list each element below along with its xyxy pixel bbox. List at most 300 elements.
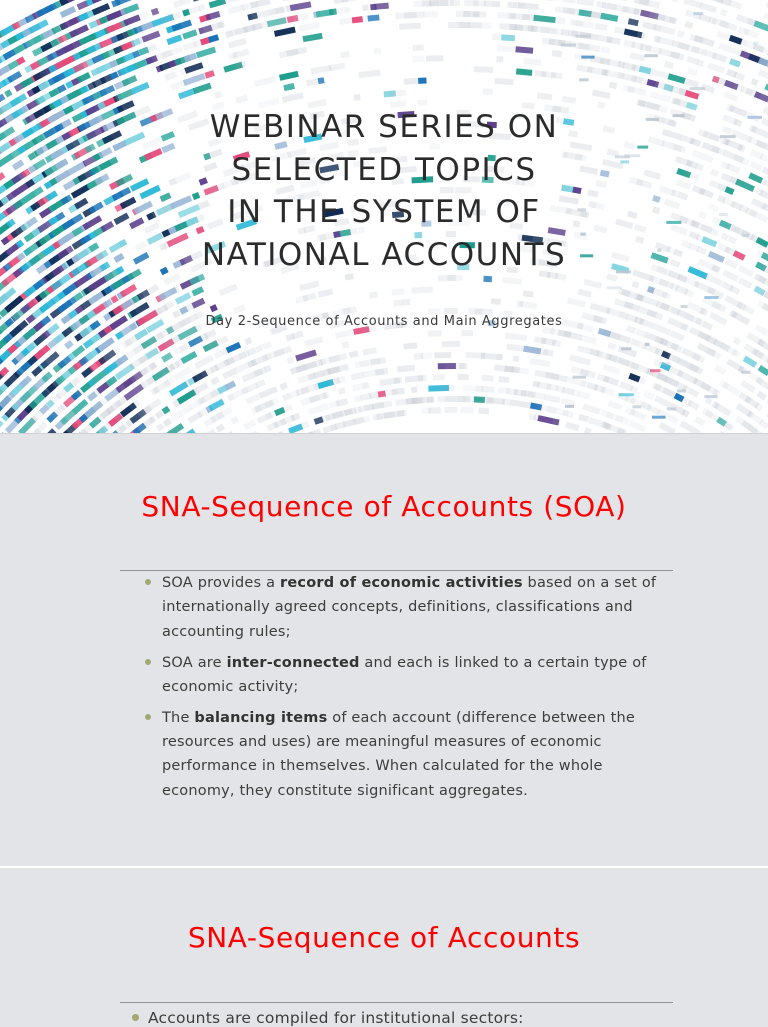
- art-segment: [685, 10, 693, 18]
- art-segment: [576, 65, 586, 72]
- art-segment: [332, 7, 351, 15]
- art-segment: [749, 161, 763, 171]
- art-segment: [751, 126, 768, 139]
- art-segment: [314, 416, 324, 424]
- art-segment: [122, 75, 138, 86]
- art-segment: [392, 288, 405, 295]
- art-segment: [725, 259, 738, 270]
- art-segment: [358, 70, 380, 78]
- art-segment: [134, 329, 148, 341]
- art-segment: [684, 21, 693, 29]
- art-segment: [171, 20, 192, 32]
- art-segment: [710, 169, 719, 177]
- art-segment: [576, 0, 594, 6]
- art-segment: [694, 35, 715, 47]
- art-segment: [762, 167, 768, 180]
- art-segment: [721, 0, 742, 10]
- art-segment: [711, 301, 727, 313]
- art-segment: [279, 382, 288, 390]
- art-segment: [0, 94, 5, 102]
- art-segment: [583, 279, 602, 289]
- art-segment: [293, 13, 308, 22]
- art-segment: [758, 69, 768, 80]
- art-segment: [756, 391, 767, 401]
- art-segment: [391, 388, 405, 396]
- art-segment: [74, 198, 88, 210]
- art-segment: [670, 51, 685, 61]
- art-segment: [66, 0, 83, 3]
- art-segment: [553, 373, 567, 382]
- art-segment: [720, 232, 729, 240]
- art-segment: [232, 49, 249, 59]
- art-segment: [707, 62, 725, 73]
- art-segment: [219, 284, 238, 297]
- art-segment: [719, 20, 738, 31]
- art-segment: [480, 386, 494, 393]
- art-segment: [245, 393, 262, 405]
- art-segment: [669, 330, 684, 341]
- art-segment: [362, 382, 370, 389]
- art-segment: [556, 17, 565, 24]
- art-segment: [77, 72, 91, 83]
- art-segment: [340, 51, 350, 58]
- art-segment: [412, 286, 434, 293]
- art-segment: [669, 17, 678, 25]
- art-segment: [402, 299, 411, 306]
- art-segment: [222, 0, 245, 4]
- art-segment: [562, 409, 574, 417]
- art-segment: [251, 10, 270, 20]
- art-segment: [683, 170, 699, 181]
- art-segment: [216, 407, 233, 420]
- art-segment: [193, 83, 212, 94]
- art-segment: [308, 403, 329, 415]
- art-segment: [678, 192, 688, 201]
- art-segment: [161, 406, 170, 415]
- art-segment: [404, 12, 425, 19]
- art-segment: [94, 173, 109, 185]
- art-segment: [552, 339, 562, 347]
- art-segment: [299, 280, 320, 291]
- art-segment: [459, 363, 467, 369]
- art-segment: [57, 245, 74, 259]
- art-segment: [367, 14, 379, 21]
- art-segment: [160, 11, 182, 24]
- art-segment: [283, 83, 295, 91]
- art-segment: [609, 82, 617, 89]
- art-segment: [290, 1, 312, 11]
- art-segment: [369, 392, 379, 400]
- heading-divider: [120, 1002, 673, 1003]
- art-segment: [474, 66, 494, 73]
- art-segment: [254, 76, 277, 87]
- art-segment: [180, 351, 197, 364]
- art-segment: [204, 70, 214, 78]
- art-segment: [708, 203, 719, 212]
- art-segment: [607, 400, 622, 410]
- art-segment: [175, 292, 192, 304]
- art-segment: [418, 375, 427, 382]
- art-segment: [0, 172, 6, 185]
- art-segment: [353, 416, 371, 425]
- art-segment: [210, 376, 220, 385]
- art-segment: [423, 11, 438, 17]
- art-segment: [502, 277, 522, 285]
- art-segment: [59, 0, 75, 6]
- art-segment: [552, 418, 561, 426]
- art-segment: [699, 188, 714, 199]
- art-dash: [690, 87, 705, 90]
- art-segment: [650, 91, 672, 102]
- art-segment: [428, 330, 442, 337]
- art-segment: [262, 341, 273, 350]
- art-segment: [55, 158, 69, 169]
- art-segment: [338, 387, 346, 394]
- art-segment: [600, 13, 618, 22]
- art-segment: [562, 0, 576, 4]
- art-dash: [742, 234, 749, 237]
- art-segment: [184, 62, 203, 74]
- art-segment: [196, 47, 216, 59]
- bullet-item: Accounts are compiled for institutional sectors:: [131, 1006, 671, 1027]
- art-segment: [650, 252, 668, 263]
- art-segment: [501, 34, 515, 41]
- art-segment: [178, 88, 196, 99]
- art-segment: [603, 375, 619, 386]
- art-segment: [630, 338, 641, 347]
- art-segment: [100, 221, 114, 232]
- art-segment: [527, 391, 546, 400]
- accounts-slide: [0, 866, 768, 1027]
- art-segment: [639, 66, 652, 75]
- art-dash: [667, 407, 676, 410]
- art-segment: [592, 90, 611, 99]
- art-segment: [203, 329, 216, 339]
- art-segment: [184, 53, 198, 63]
- art-segment: [654, 396, 674, 410]
- art-segment: [491, 298, 501, 305]
- art-segment: [183, 73, 206, 86]
- art-segment: [515, 46, 533, 54]
- art-segment: [600, 46, 610, 54]
- art-segment: [511, 366, 529, 374]
- art-segment: [92, 3, 110, 15]
- art-segment: [354, 94, 361, 101]
- art-segment: [374, 47, 382, 54]
- art-segment: [166, 35, 182, 46]
- art-dash: [565, 405, 574, 408]
- art-segment: [115, 0, 132, 6]
- art-segment: [411, 387, 418, 394]
- art-segment: [687, 68, 698, 77]
- art-segment: [758, 365, 768, 376]
- art-segment: [131, 82, 150, 94]
- art-segment: [701, 224, 719, 236]
- art-segment: [729, 105, 748, 117]
- art-segment: [298, 22, 320, 32]
- art-segment: [34, 421, 48, 433]
- art-dash: [704, 395, 717, 398]
- art-dash: [607, 286, 622, 289]
- art-segment: [673, 144, 687, 154]
- art-segment: [273, 346, 292, 358]
- art-segment: [156, 423, 165, 432]
- art-segment: [418, 100, 428, 106]
- art-dash: [673, 114, 685, 117]
- art-segment: [92, 397, 108, 411]
- art-segment: [652, 195, 661, 203]
- art-segment: [722, 270, 739, 282]
- art-segment: [352, 383, 363, 391]
- soa-slide: [0, 433, 768, 866]
- slide-subtitle: Day 2-Sequence of Accounts and Main Aggregates: [0, 314, 768, 329]
- art-segment: [146, 44, 157, 53]
- art-segment: [636, 294, 658, 307]
- art-segment: [397, 365, 415, 373]
- art-segment: [733, 250, 746, 260]
- art-dash: [621, 347, 631, 350]
- art-segment: [563, 331, 582, 341]
- art-segment: [351, 372, 365, 380]
- art-dash: [619, 393, 634, 396]
- art-segment: [349, 351, 359, 359]
- art-segment: [738, 277, 753, 289]
- art-segment: [226, 342, 242, 353]
- art-segment: [712, 52, 728, 62]
- art-segment: [578, 391, 590, 400]
- art-segment: [659, 422, 676, 433]
- art-dash: [561, 44, 576, 47]
- title-line: SELECTED TOPICS: [120, 149, 648, 192]
- art-segment: [720, 9, 728, 17]
- art-segment: [142, 31, 161, 43]
- art-segment: [243, 420, 257, 431]
- art-segment: [607, 342, 616, 350]
- art-segment: [192, 0, 211, 2]
- art-segment: [708, 251, 725, 263]
- art-segment: [685, 78, 699, 88]
- art-segment: [151, 8, 159, 16]
- bullet-dot-icon: [132, 1014, 139, 1021]
- art-segment: [310, 65, 331, 74]
- art-segment: [282, 0, 303, 1]
- art-dash: [741, 371, 750, 374]
- art-segment: [444, 407, 457, 413]
- art-segment: [7, 71, 22, 83]
- art-segment: [643, 391, 655, 401]
- art-segment: [341, 0, 357, 3]
- art-segment: [214, 91, 222, 99]
- art-segment: [496, 354, 503, 361]
- art-segment: [67, 213, 84, 226]
- art-segment: [656, 36, 673, 46]
- art-segment: [743, 356, 758, 368]
- art-segment: [264, 397, 280, 408]
- art-segment: [97, 337, 114, 352]
- art-segment: [677, 30, 685, 38]
- bullet-item: The balancing items of each account (difference between the resources and uses) are meaningful measures of economic performance in themselves. When calculated for the whole economy, they constitute significant aggregates.: [131, 706, 671, 803]
- art-segment: [439, 385, 455, 391]
- art-segment: [230, 416, 239, 425]
- art-segment: [567, 298, 586, 308]
- art-dash: [644, 54, 658, 57]
- art-segment: [328, 353, 347, 363]
- art-segment: [628, 420, 646, 432]
- bullet-dot-icon: [145, 714, 151, 720]
- art-dash: [632, 405, 641, 408]
- art-segment: [569, 354, 591, 365]
- art-dash: [753, 42, 758, 45]
- art-segment: [483, 276, 492, 282]
- art-segment: [669, 259, 680, 268]
- art-segment: [329, 63, 346, 71]
- art-segment: [473, 11, 487, 17]
- art-segment: [428, 407, 441, 414]
- art-segment: [337, 376, 346, 384]
- art-segment: [756, 45, 768, 58]
- art-segment: [458, 374, 469, 380]
- art-segment: [370, 357, 386, 365]
- art-segment: [131, 12, 149, 24]
- art-segment: [727, 236, 737, 245]
- art-segment: [603, 364, 620, 375]
- art-segment: [397, 410, 407, 417]
- art-segment: [164, 71, 177, 81]
- art-segment: [235, 61, 246, 69]
- art-segment: [637, 31, 645, 38]
- title-slide: [0, 0, 768, 433]
- art-dash: [681, 305, 688, 308]
- art-segment: [427, 397, 435, 403]
- art-segment: [194, 355, 214, 369]
- art-segment: [279, 71, 299, 81]
- art-segment: [389, 90, 406, 97]
- art-dash: [650, 369, 661, 372]
- art-segment: [374, 3, 389, 10]
- art-segment: [763, 12, 768, 22]
- art-segment: [629, 52, 645, 61]
- art-segment: [482, 88, 493, 94]
- art-segment: [282, 92, 304, 102]
- art-segment: [69, 24, 89, 37]
- art-segment: [543, 349, 554, 357]
- art-segment: [498, 376, 509, 383]
- art-segment: [753, 20, 768, 31]
- art-segment: [562, 96, 577, 104]
- art-dash: [657, 249, 661, 252]
- art-segment: [28, 19, 48, 33]
- art-segment: [537, 93, 553, 101]
- art-segment: [461, 407, 474, 413]
- art-segment: [518, 2, 539, 10]
- art-segment: [292, 330, 304, 339]
- art-segment: [578, 43, 600, 53]
- art-segment: [664, 61, 674, 69]
- art-segment: [670, 224, 687, 235]
- art-segment: [98, 147, 112, 158]
- art-segment: [723, 91, 738, 102]
- art-segment: [191, 298, 205, 309]
- art-dash: [719, 213, 728, 216]
- art-dash: [652, 416, 666, 419]
- art-segment: [208, 34, 219, 43]
- art-segment: [683, 0, 702, 8]
- art-segment: [476, 22, 492, 29]
- art-segment: [733, 337, 741, 345]
- art-segment: [371, 400, 392, 409]
- art-segment: [210, 304, 218, 312]
- art-segment: [721, 126, 732, 135]
- art-segment: [702, 272, 723, 286]
- art-segment: [700, 49, 708, 57]
- art-segment: [580, 335, 597, 345]
- art-segment: [369, 291, 378, 298]
- art-segment: [304, 336, 323, 347]
- art-dash: [581, 56, 594, 59]
- art-segment: [318, 77, 325, 84]
- art-segment: [600, 386, 615, 396]
- art-segment: [738, 265, 754, 277]
- art-segment: [701, 236, 717, 247]
- art-dash: [704, 296, 718, 299]
- art-segment: [393, 300, 402, 307]
- art-segment: [713, 402, 731, 416]
- art-segment: [434, 352, 451, 358]
- art-segment: [259, 386, 278, 398]
- art-segment: [688, 363, 704, 375]
- art-segment: [685, 90, 700, 100]
- art-segment: [744, 28, 760, 39]
- art-segment: [287, 357, 295, 365]
- art-segment: [524, 58, 542, 66]
- art-segment: [667, 119, 677, 127]
- art-segment: [426, 55, 443, 61]
- art-segment: [120, 284, 137, 298]
- art-segment: [691, 46, 702, 54]
- art-segment: [88, 115, 104, 127]
- art-segment: [336, 398, 349, 407]
- art-segment: [208, 399, 224, 412]
- art-segment: [608, 0, 627, 1]
- art-segment: [47, 110, 65, 124]
- art-segment: [670, 343, 683, 353]
- art-segment: [714, 364, 727, 375]
- art-segment: [698, 211, 707, 219]
- art-segment: [533, 15, 555, 23]
- art-segment: [629, 409, 646, 421]
- art-segment: [63, 40, 82, 53]
- art-segment: [565, 422, 580, 431]
- art-segment: [652, 206, 661, 214]
- art-segment: [418, 78, 427, 84]
- art-segment: [4, 89, 12, 97]
- art-segment: [193, 382, 209, 395]
- art-segment: [718, 43, 737, 55]
- art-segment: [609, 331, 631, 343]
- art-segment: [461, 330, 473, 336]
- art-segment: [182, 29, 197, 39]
- art-segment: [706, 348, 722, 360]
- art-segment: [413, 45, 424, 52]
- art-segment: [505, 332, 527, 341]
- art-segment: [548, 0, 558, 1]
- art-segment: [375, 368, 388, 376]
- art-segment: [250, 0, 271, 8]
- art-segment: [124, 3, 139, 14]
- art-segment: [729, 58, 741, 67]
- art-segment: [327, 364, 349, 375]
- art-dash: [659, 362, 670, 365]
